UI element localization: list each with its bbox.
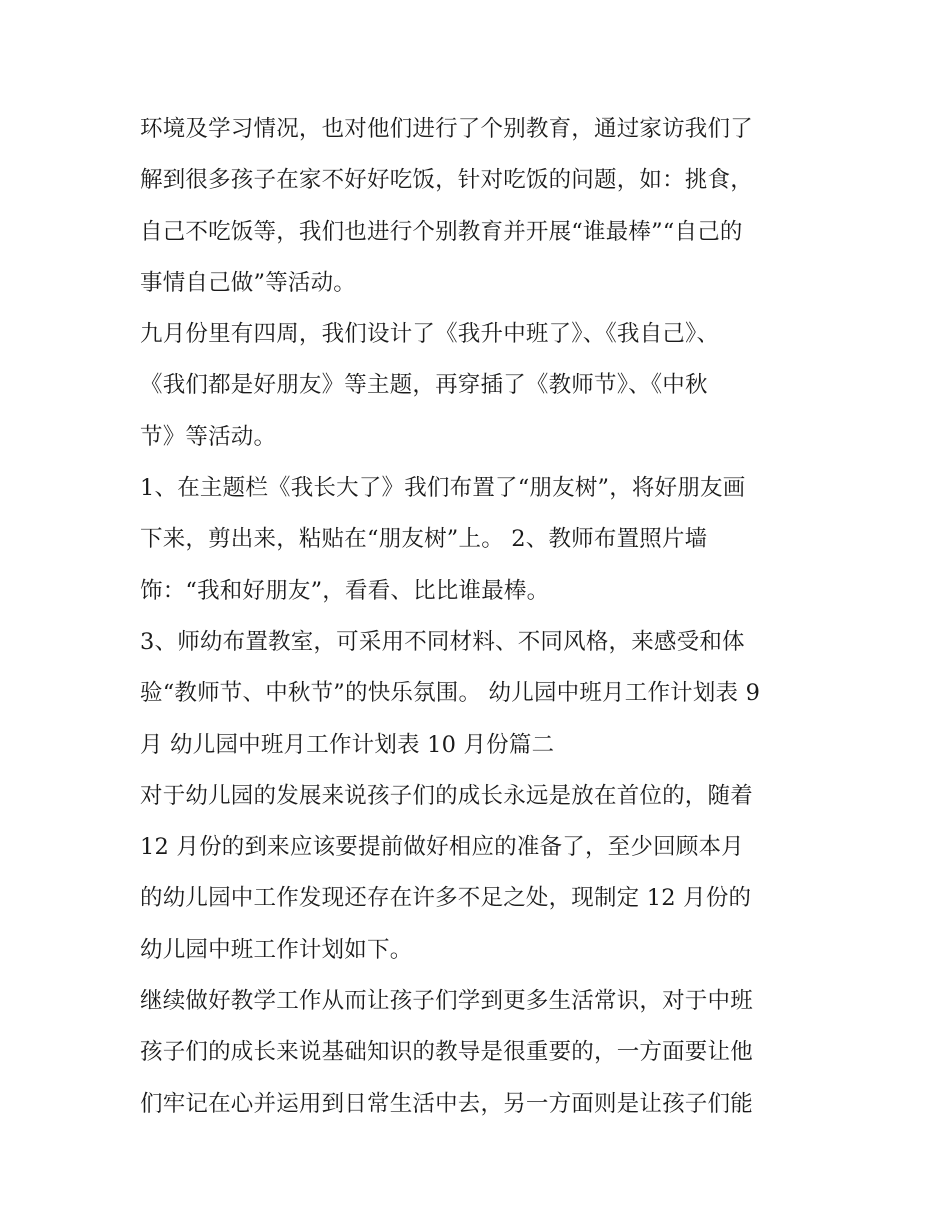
- document-body: [140, 104, 840, 1130]
- text-line: 九月份里有四周，我们设计了《我升中班了》、《我自己》、: [140, 321, 720, 348]
- text-line: 的幼儿园中工作发现还存在许多不足之处，现制定 12 月份的: [140, 885, 752, 912]
- text-line: 孩子们的成长来说基础知识的教导是很重要的，一方面要让他: [140, 1039, 753, 1066]
- text-line: 饰：“我和好朋友”，看看、比比谁最棒。: [140, 577, 550, 604]
- text-line: 们牢记在心并运用到日常生活中去，另一方面则是让孩子们能: [140, 1090, 753, 1117]
- text-line: 下来，剪出来，粘贴在“朋友树”上。 2、教师布置照片墙: [140, 526, 708, 553]
- text-line: 事情自己做”等活动。: [140, 269, 357, 296]
- text-line: 继续做好教学工作从而让孩子们学到更多生活常识，对于中班: [140, 988, 753, 1015]
- text-line: 验“教师节、中秋节”的快乐氛围。 幼儿园中班月工作计划表 9: [140, 680, 761, 707]
- text-line: 幼儿园中班工作计划如下。: [140, 936, 413, 963]
- text-line: 《我们都是好朋友》等主题，再穿插了《教师节》、《中秋: [140, 372, 708, 399]
- text-line: 12 月份的到来应该要提前做好相应的准备了，至少回顾本月: [140, 834, 744, 861]
- text-line: 环境及学习情况，也对他们进行了个别教育，通过家访我们了: [140, 116, 753, 142]
- text-line: 解到很多孩子在家不好好吃饭，针对吃饭的问题，如：挑食，: [140, 167, 753, 194]
- text-line: 3、师幼布置教室，可采用不同材料、不同风格，来感受和体: [140, 628, 745, 655]
- text-line: 节》等活动。: [140, 423, 277, 450]
- text-line: 1、在主题栏《我长大了》我们布置了“朋友树”，将好朋友画: [140, 475, 746, 502]
- text-line: 月 幼儿园中班月工作计划表 10 月份篇二: [140, 731, 555, 758]
- text-line: 对于幼儿园的发展来说孩子们的成长永远是放在首位的，随着: [140, 782, 753, 809]
- text-line: 自己不吃饭等，我们也进行个别教育并开展“谁最棒”“自己的: [140, 218, 743, 245]
